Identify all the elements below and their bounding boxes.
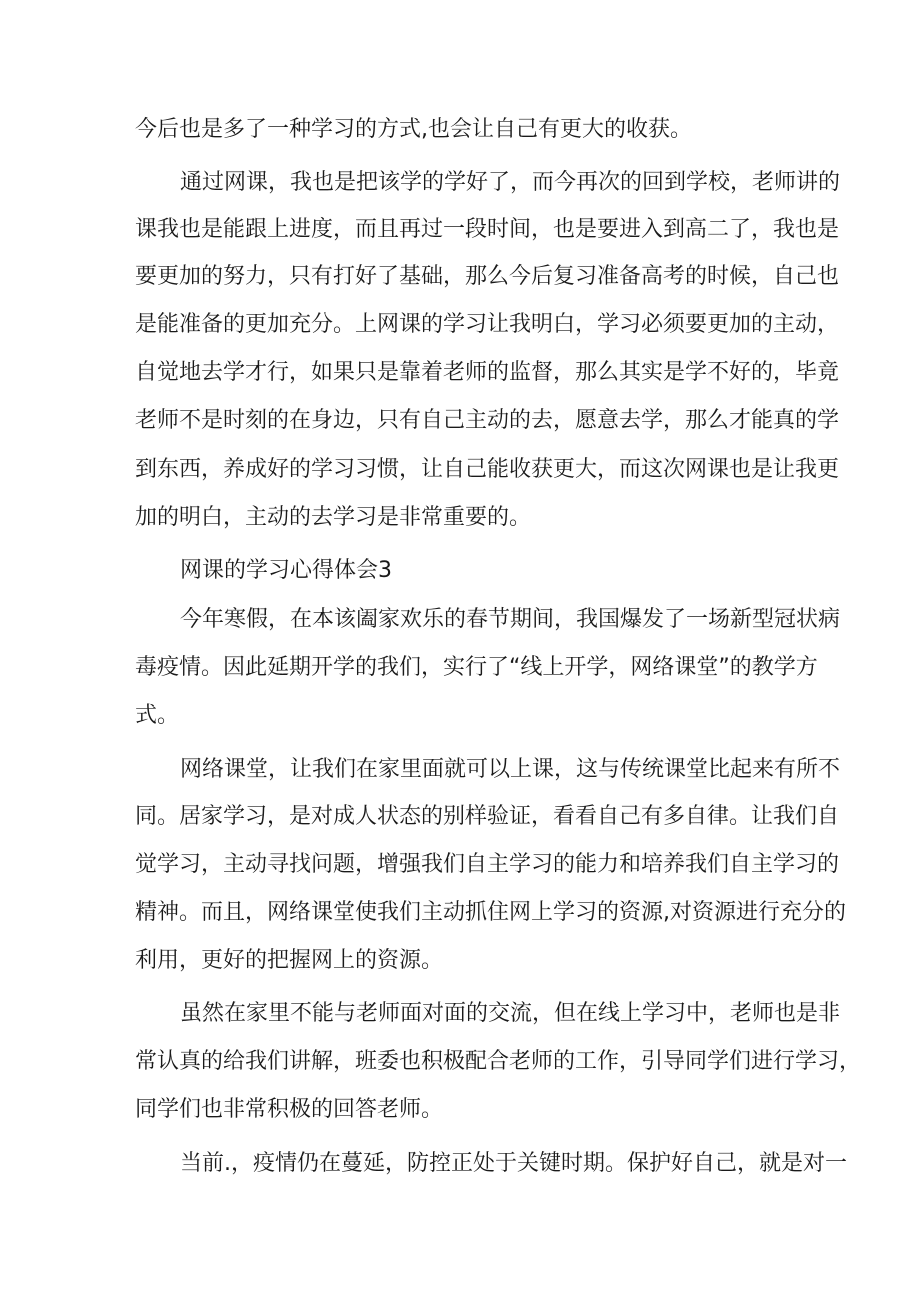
text-line: 同。居家学习，是对成人状态的别样验证，看看自己有多自律。让我们自 bbox=[135, 804, 840, 829]
text-line: 老师不是时刻的在身边，只有自己主动的去，愿意去学，那么才能真的学 bbox=[135, 408, 840, 433]
text-line: 常认真的给我们讲解，班委也积极配合老师的工作，引导同学们进行学习， bbox=[135, 1049, 862, 1074]
text-line: 课我也是能跟上进度，而且再过一段时间，也是要进入到高二了，我也是 bbox=[135, 217, 840, 242]
text-line: 毒疫情。因此延期开学的我们，实行了“线上开学，网络课堂”的教学方 bbox=[135, 655, 818, 680]
text-line: 通过网课，我也是把该学的学好了，而今再次的回到学校，老师讲的 bbox=[180, 170, 841, 195]
text-line: 是能准备的更加充分。上网课的学习让我明白，学习必须要更加的主动， bbox=[135, 312, 840, 337]
text-line: 今后也是多了一种学习的方式,也会让自己有更大的收获。 bbox=[135, 117, 692, 142]
text-line: 同学们也非常积极的回答老师。 bbox=[135, 1097, 444, 1122]
text-line: 今年寒假，在本该阖家欢乐的春节期间，我国爆发了一场新型冠状病 bbox=[180, 607, 841, 632]
text-line: 利用，更好的把握网上的资源。 bbox=[135, 948, 444, 973]
text-line: 到东西，养成好的学习习惯，让自己能收获更大，而这次网课也是让我更 bbox=[135, 457, 840, 482]
text-line: 觉学习，主动寻找问题，增强我们自主学习的能力和培养我们自主学习的 bbox=[135, 852, 840, 877]
text-line: 自觉地去学才行，如果只是靠着老师的监督，那么其实是学不好的，毕竟 bbox=[135, 360, 840, 385]
text-line: 网络课堂，让我们在家里面就可以上课，这与传统课堂比起来有所不 bbox=[180, 757, 841, 782]
text-line: 加的明白，主动的去学习是非常重要的。 bbox=[135, 505, 532, 530]
section-heading: 网课的学习心得体会3 bbox=[180, 558, 392, 583]
text-line: 式。 bbox=[135, 703, 180, 728]
text-line: 要更加的努力，只有打好了基础，那么今后复习准备高考的时候，自己也 bbox=[135, 264, 840, 289]
text-line: 虽然在家里不能与老师面对面的交流，但在线上学习中，老师也是非 bbox=[180, 1001, 841, 1026]
text-line: 当前.，疫情仍在蔓延，防控正处于关键时期。保护好自己，就是对一 bbox=[180, 1151, 847, 1176]
text-line: 精神。而且，网络课堂使我们主动抓住网上学习的资源,对资源进行充分的 bbox=[135, 900, 846, 925]
